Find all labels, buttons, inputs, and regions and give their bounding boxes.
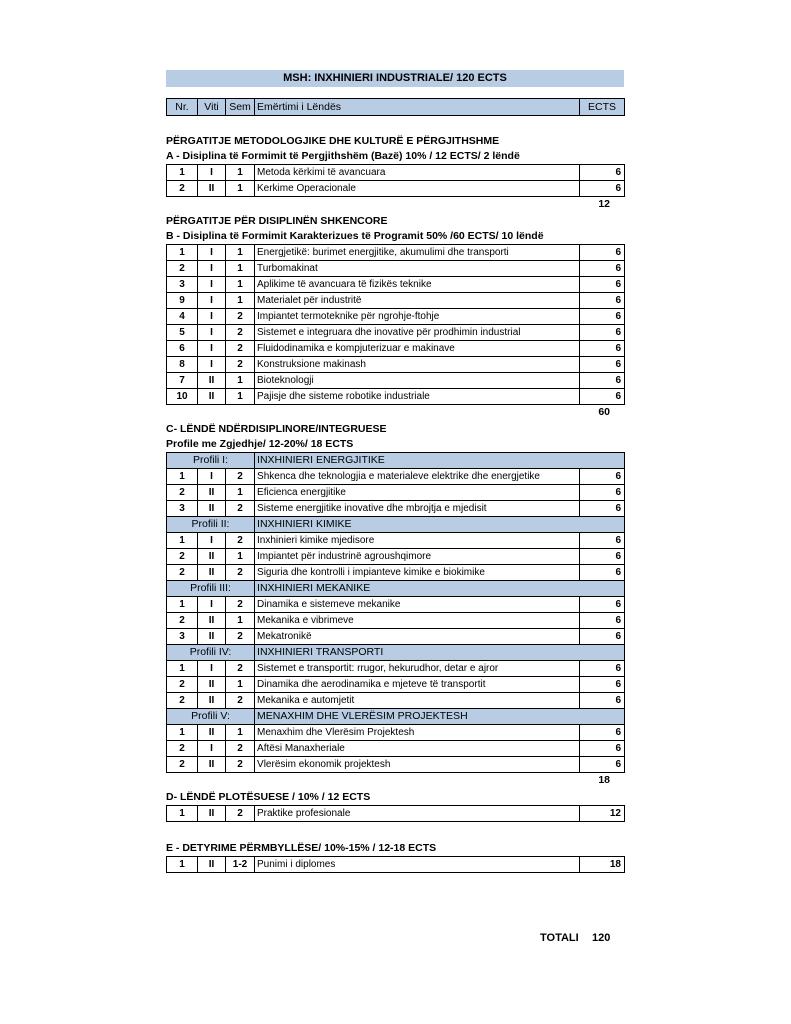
course-nr: 2 — [167, 613, 198, 629]
section-a-total: 12 — [598, 198, 610, 210]
profile-name: INXHINIERI MEKANIKE — [255, 581, 625, 597]
course-year: I — [198, 533, 226, 549]
course-year: I — [198, 309, 226, 325]
course-nr: 2 — [167, 757, 198, 773]
course-name: Konstruksione makinash — [255, 357, 580, 373]
course-ects: 6 — [580, 373, 625, 389]
course-name: Mekanika e automjetit — [255, 693, 580, 709]
course-nr: 1 — [167, 245, 198, 261]
course-row — [167, 181, 625, 197]
course-row — [167, 357, 625, 373]
curriculum-page — [166, 70, 624, 873]
course-row — [167, 806, 625, 822]
profile-label: Profili V: — [167, 709, 255, 725]
course-name: Metoda kërkimi të avancuara — [255, 165, 580, 181]
course-semester: 1 — [226, 261, 255, 277]
course-year: II — [198, 677, 226, 693]
profile-name: INXHINIERI KIMIKE — [255, 517, 625, 533]
course-ects: 12 — [580, 806, 625, 822]
course-year: I — [198, 357, 226, 373]
course-nr: 3 — [167, 629, 198, 645]
course-name: Dinamika dhe aerodinamika e mjeteve të transportit — [255, 677, 580, 693]
course-nr: 8 — [167, 357, 198, 373]
header-viti: Viti — [198, 99, 226, 116]
course-row — [167, 341, 625, 357]
course-nr: 2 — [167, 181, 198, 197]
section-d-heading: D- LËNDË PLOTËSUESE / 10% / 12 ECTS — [166, 791, 371, 803]
course-year: II — [198, 181, 226, 197]
column-header-table — [166, 98, 625, 116]
course-name: Fluidodinamika e kompjuterizuar e makinave — [255, 341, 580, 357]
course-ects: 6 — [580, 741, 625, 757]
course-year: II — [198, 373, 226, 389]
course-ects: 6 — [580, 165, 625, 181]
course-semester: 2 — [226, 565, 255, 581]
section-a-heading: PËRGATITJE METODOLOGJIKE DHE KULTURË E PËRGJITHSHME — [166, 135, 500, 147]
course-name: Punimi i diplomes — [255, 857, 580, 873]
course-nr: 9 — [167, 293, 198, 309]
profile-name: INXHINIERI ENERGJITIKE — [255, 453, 625, 469]
course-nr: 7 — [167, 373, 198, 389]
course-name: Inxhinieri kimike mjedisore — [255, 533, 580, 549]
course-semester: 1 — [226, 245, 255, 261]
profile-label: Profili III: — [167, 581, 255, 597]
course-name: Turbomakinat — [255, 261, 580, 277]
course-semester: 2 — [226, 757, 255, 773]
course-name: Kerkime Operacionale — [255, 181, 580, 197]
course-semester: 2 — [226, 533, 255, 549]
course-year: II — [198, 629, 226, 645]
course-ects: 6 — [580, 485, 625, 501]
course-nr: 2 — [167, 261, 198, 277]
course-name: Sistemet e integruara dhe inovative për prodhimin industrial — [255, 325, 580, 341]
course-year: II — [198, 725, 226, 741]
course-semester: 2 — [226, 661, 255, 677]
course-name: Energjetikë: burimet energjitike, akumulimi dhe transporti — [255, 245, 580, 261]
course-row — [167, 533, 625, 549]
course-ects: 6 — [580, 245, 625, 261]
course-row — [167, 629, 625, 645]
course-row — [167, 597, 625, 613]
profile-label: Profili II: — [167, 517, 255, 533]
course-year: I — [198, 245, 226, 261]
course-ects: 6 — [580, 549, 625, 565]
course-ects: 6 — [580, 293, 625, 309]
course-ects: 6 — [580, 469, 625, 485]
course-nr: 3 — [167, 501, 198, 517]
course-name: Menaxhim dhe Vlerësim Projektesh — [255, 725, 580, 741]
course-semester: 2 — [226, 693, 255, 709]
profile-header-row — [167, 645, 625, 661]
course-row — [167, 309, 625, 325]
course-name: Vlerësim ekonomik projektesh — [255, 757, 580, 773]
course-nr: 2 — [167, 741, 198, 757]
header-ects: ECTS — [580, 99, 625, 116]
course-semester: 2 — [226, 341, 255, 357]
course-nr: 1 — [167, 725, 198, 741]
course-ects: 6 — [580, 533, 625, 549]
course-name: Eficienca energjitike — [255, 485, 580, 501]
section-b-heading: PËRGATITJE PËR DISIPLINËN SHKENCORE — [166, 215, 388, 227]
course-row — [167, 565, 625, 581]
course-semester: 1 — [226, 613, 255, 629]
profile-label: Profili IV: — [167, 645, 255, 661]
course-year: II — [198, 389, 226, 405]
course-semester: 1 — [226, 293, 255, 309]
grand-total-value: 120 — [592, 932, 611, 944]
course-name: Aftësi Manaxheriale — [255, 741, 580, 757]
course-year: I — [198, 165, 226, 181]
course-row — [167, 485, 625, 501]
course-row — [167, 693, 625, 709]
course-row — [167, 261, 625, 277]
course-ects: 6 — [580, 341, 625, 357]
course-ects: 6 — [580, 309, 625, 325]
course-name: Siguria dhe kontrolli i impianteve kimike e biokimike — [255, 565, 580, 581]
course-ects: 6 — [580, 181, 625, 197]
course-nr: 1 — [167, 469, 198, 485]
course-semester: 2 — [226, 741, 255, 757]
course-name: Dinamika e sistemeve mekanike — [255, 597, 580, 613]
header-name: Emërtimi i Lëndës — [255, 99, 580, 116]
column-header-row — [167, 99, 625, 116]
course-ects: 6 — [580, 725, 625, 741]
profile-label: Profili I: — [167, 453, 255, 469]
course-row — [167, 501, 625, 517]
course-row — [167, 277, 625, 293]
course-row — [167, 661, 625, 677]
course-ects: 6 — [580, 325, 625, 341]
section-d-table — [166, 805, 625, 822]
course-semester: 2 — [226, 357, 255, 373]
course-nr: 1 — [167, 165, 198, 181]
course-row — [167, 469, 625, 485]
profile-name: INXHINIERI TRANSPORTI — [255, 645, 625, 661]
course-ects: 6 — [580, 757, 625, 773]
course-row — [167, 725, 625, 741]
course-row — [167, 165, 625, 181]
course-name: Mekatronikë — [255, 629, 580, 645]
course-nr: 1 — [167, 661, 198, 677]
course-year: II — [198, 806, 226, 822]
course-ects: 6 — [580, 501, 625, 517]
course-row — [167, 741, 625, 757]
course-name: Sistemet e transportit: rrugor, hekurudhor, detar e ajror — [255, 661, 580, 677]
course-row — [167, 293, 625, 309]
course-name: Bioteknologji — [255, 373, 580, 389]
course-semester: 2 — [226, 629, 255, 645]
course-row — [167, 757, 625, 773]
course-nr: 5 — [167, 325, 198, 341]
course-ects: 6 — [580, 677, 625, 693]
course-ects: 6 — [580, 277, 625, 293]
course-name: Sisteme energjitike inovative dhe mbrojtja e mjedisit — [255, 501, 580, 517]
course-row — [167, 373, 625, 389]
course-row — [167, 613, 625, 629]
course-nr: 6 — [167, 341, 198, 357]
course-semester: 1 — [226, 725, 255, 741]
course-semester: 1 — [226, 165, 255, 181]
course-semester: 1 — [226, 549, 255, 565]
course-ects: 6 — [580, 389, 625, 405]
course-row — [167, 677, 625, 693]
section-a-table — [166, 164, 625, 197]
course-year: II — [198, 501, 226, 517]
course-name: Shkenca dhe teknologjia e materialeve elektrike dhe energjetike — [255, 469, 580, 485]
course-ects: 6 — [580, 613, 625, 629]
course-semester: 1 — [226, 389, 255, 405]
course-nr: 2 — [167, 693, 198, 709]
section-a-subtitle: A - Disiplina të Formimit të Pergjithshëm (Bazë) 10% / 12 ECTS/ 2 lëndë — [166, 150, 520, 162]
course-year: II — [198, 693, 226, 709]
profile-name: MENAXHIM DHE VLERËSIM PROJEKTESH — [255, 709, 625, 725]
course-name: Impiantet termoteknike për ngrohje-ftohje — [255, 309, 580, 325]
course-ects: 6 — [580, 357, 625, 373]
course-nr: 1 — [167, 857, 198, 873]
course-row — [167, 549, 625, 565]
course-ects: 18 — [580, 857, 625, 873]
course-semester: 2 — [226, 325, 255, 341]
course-nr: 2 — [167, 549, 198, 565]
section-c-total: 18 — [598, 774, 610, 786]
section-b-table — [166, 244, 625, 405]
course-row — [167, 857, 625, 873]
course-ects: 6 — [580, 261, 625, 277]
course-nr: 2 — [167, 485, 198, 501]
course-semester: 1 — [226, 485, 255, 501]
profile-header-row — [167, 581, 625, 597]
course-semester: 2 — [226, 501, 255, 517]
program-title: MSH: INXHINIERI INDUSTRIALE/ 120 ECTS — [166, 70, 624, 87]
course-name: Mekanika e vibrimeve — [255, 613, 580, 629]
course-row — [167, 389, 625, 405]
course-nr: 10 — [167, 389, 198, 405]
course-year: II — [198, 485, 226, 501]
course-nr: 1 — [167, 806, 198, 822]
course-semester: 2 — [226, 469, 255, 485]
course-year: II — [198, 549, 226, 565]
profile-header-row — [167, 709, 625, 725]
course-name: Aplikime të avancuara të fizikës teknike — [255, 277, 580, 293]
section-c-subtitle: Profile me Zgjedhje/ 12-20%/ 18 ECTS — [166, 438, 354, 450]
course-nr: 1 — [167, 533, 198, 549]
course-name: Pajisje dhe sisteme robotike industriale — [255, 389, 580, 405]
course-semester: 2 — [226, 597, 255, 613]
course-semester: 2 — [226, 309, 255, 325]
course-ects: 6 — [580, 693, 625, 709]
section-e-table — [166, 856, 625, 873]
section-c-table — [166, 452, 625, 773]
course-year: I — [198, 325, 226, 341]
course-ects: 6 — [580, 661, 625, 677]
course-year: II — [198, 565, 226, 581]
course-semester: 2 — [226, 806, 255, 822]
course-nr: 3 — [167, 277, 198, 293]
course-name: Praktike profesionale — [255, 806, 580, 822]
course-year: II — [198, 613, 226, 629]
course-year: II — [198, 857, 226, 873]
course-semester: 1 — [226, 277, 255, 293]
course-year: I — [198, 469, 226, 485]
profile-header-row — [167, 453, 625, 469]
course-year: I — [198, 597, 226, 613]
course-nr: 2 — [167, 677, 198, 693]
course-year: I — [198, 341, 226, 357]
course-ects: 6 — [580, 597, 625, 613]
section-e-heading: E - DETYRIME PËRMBYLLËSE/ 10%-15% / 12-18 ECTS — [166, 842, 437, 854]
course-semester: 1 — [226, 181, 255, 197]
course-nr: 4 — [167, 309, 198, 325]
header-nr: Nr. — [167, 99, 198, 116]
course-year: I — [198, 293, 226, 309]
section-c-heading: C- LËNDË NDËRDISIPLINORE/INTEGRUESE — [166, 423, 387, 435]
course-year: I — [198, 261, 226, 277]
course-year: I — [198, 661, 226, 677]
course-nr: 1 — [167, 597, 198, 613]
course-ects: 6 — [580, 629, 625, 645]
course-semester: 1 — [226, 677, 255, 693]
course-semester: 1-2 — [226, 857, 255, 873]
course-year: I — [198, 277, 226, 293]
course-row — [167, 245, 625, 261]
section-b-subtitle: B - Disiplina të Formimit Karakterizues të Programit 50% /60 ECTS/ 10 lëndë — [166, 230, 544, 242]
course-row — [167, 325, 625, 341]
course-year: II — [198, 757, 226, 773]
course-name: Impiantet për industrinë agroushqimore — [255, 549, 580, 565]
course-ects: 6 — [580, 565, 625, 581]
course-semester: 1 — [226, 373, 255, 389]
profile-header-row — [167, 517, 625, 533]
section-b-total: 60 — [598, 406, 610, 418]
header-sem: Sem — [226, 99, 255, 116]
grand-total-label: TOTALI — [540, 932, 579, 944]
course-nr: 2 — [167, 565, 198, 581]
course-name: Materialet për industritë — [255, 293, 580, 309]
course-year: I — [198, 741, 226, 757]
